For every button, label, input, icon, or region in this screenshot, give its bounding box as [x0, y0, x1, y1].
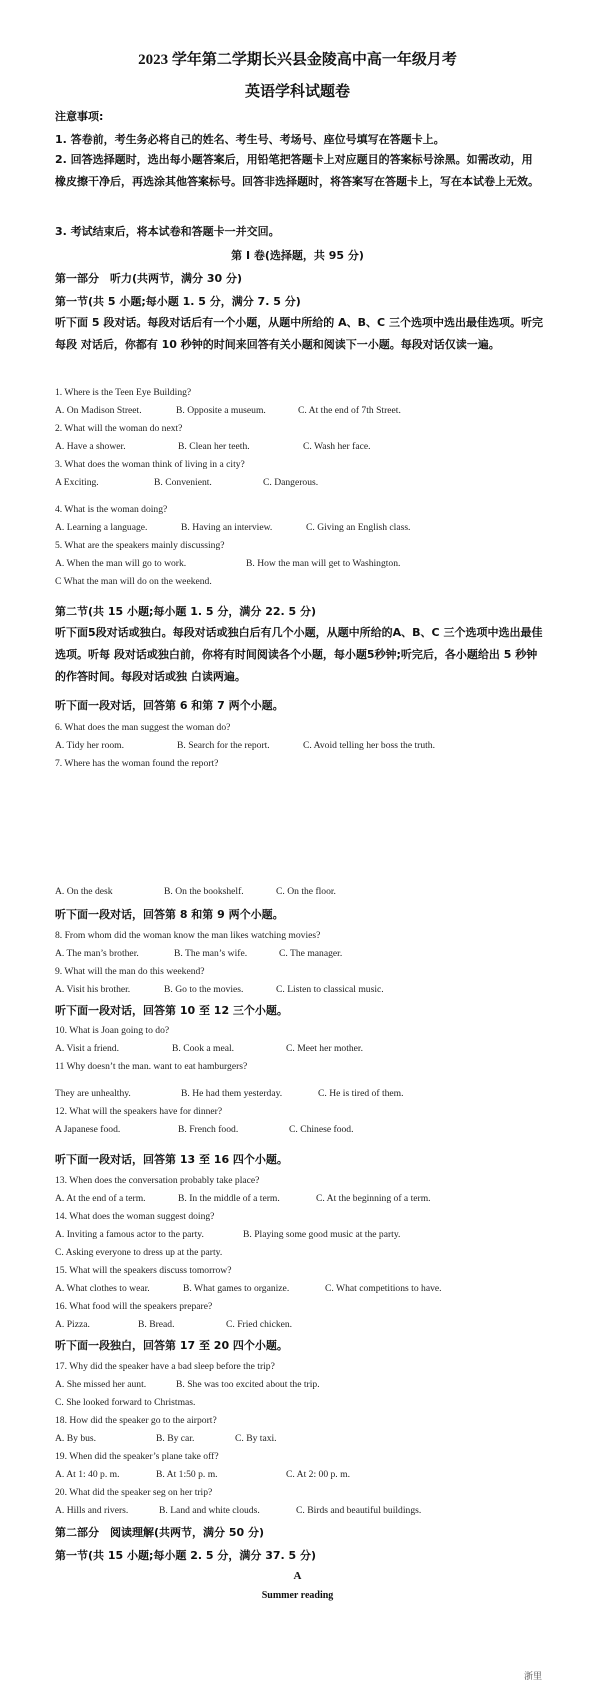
part1-section1-instructions: 听下面 5 段对话。每段对话后有一个小题，从题中所给的 A、B、C 三个选项中选出最佳选项。听完每段 对话后，你都有 10 秒钟的时间来回答有关小题和阅读下一小题。每段对话仅读一遍。	[55, 316, 543, 351]
option-3a: A Exciting.	[55, 477, 99, 488]
option-6c: C. Avoid telling her boss the truth.	[303, 740, 435, 751]
question-15: 15. What will the speakers discuss tomorrow?	[55, 1265, 232, 1276]
option-11b: B. He had them yesterday.	[181, 1088, 283, 1099]
option-10a: A. Visit a friend.	[55, 1043, 119, 1054]
group-heading-8-9: 听下面一段对话，回答第 8 和第 9 两个小题。	[55, 908, 284, 921]
option-8b: B. The man’s wife.	[174, 948, 248, 959]
group-heading-6-7: 听下面一段对话，回答第 6 和第 7 两个小题。	[55, 699, 284, 712]
option-10c: C. Meet her mother.	[286, 1043, 363, 1054]
option-20c: C. Birds and beautiful buildings.	[296, 1505, 422, 1516]
option-14c: C. Asking everyone to dress up at the party.	[55, 1247, 223, 1258]
option-15a: A. What clothes to wear.	[55, 1283, 150, 1294]
question-13: 13. When does the conversation probably take place?	[55, 1175, 260, 1186]
question-16: 16. What food will the speakers prepare?	[55, 1301, 213, 1312]
question-3: 3. What does the woman think of living in a city?	[55, 459, 245, 470]
option-17a: A. She missed her aunt.	[55, 1379, 147, 1390]
option-12c: C. Chinese food.	[289, 1124, 354, 1135]
exam-title: 2023 学年第二学期长兴县金陵高中高一年级月考	[138, 52, 457, 68]
option-1a: A. On Madison Street.	[55, 405, 142, 416]
option-16b: B. Bread.	[138, 1319, 175, 1330]
question-14: 14. What does the woman suggest doing?	[55, 1211, 215, 1222]
option-11a: They are unhealthy.	[55, 1088, 131, 1099]
question-19: 19. When did the speaker’s plane take off?	[55, 1451, 219, 1462]
option-1c: C. At the end of 7th Street.	[298, 405, 401, 416]
option-17c: C. She looked forward to Christmas.	[55, 1397, 196, 1408]
part1-section2-heading: 第二节(共 15 小题;每小题 1. 5 分，满分 22. 5 分)	[55, 605, 317, 618]
question-11: 11 Why doesn’t the man. want to eat hamburgers?	[55, 1061, 248, 1072]
question-9: 9. What will the man do this weekend?	[55, 966, 205, 977]
question-12: 12. What will the speakers have for dinner?	[55, 1106, 223, 1117]
option-7a: A. On the desk	[55, 886, 113, 897]
option-9c: C. Listen to classical music.	[276, 984, 384, 995]
group-heading-17-20: 听下面一段独白，回答第 17 至 20 四个小题。	[55, 1339, 288, 1352]
option-8a: A. The man’s brother.	[55, 948, 139, 959]
notice-item-1: 1. 答卷前，考生务必将自己的姓名、考生号、考场号、座位号填写在答题卡上。	[55, 133, 445, 146]
question-2: 2. What will the woman do next?	[55, 423, 183, 434]
question-4: 4. What is the woman doing?	[55, 504, 168, 515]
part1-heading: 第一部分 听力(共两节，满分 30 分)	[55, 272, 243, 285]
option-11c: C. He is tired of them.	[318, 1088, 404, 1099]
option-14a: A. Inviting a famous actor to the party.	[55, 1229, 204, 1240]
option-3b: B. Convenient.	[154, 477, 212, 488]
option-7c: C. On the floor.	[276, 886, 336, 897]
group-heading-10-12: 听下面一段对话，回答第 10 至 12 三个小题。	[55, 1004, 288, 1017]
option-13b: B. In the middle of a term.	[178, 1193, 280, 1204]
question-5: 5. What are the speakers mainly discussing?	[55, 540, 225, 551]
option-13a: A. At the end of a term.	[55, 1193, 146, 1204]
notice-heading: 注意事项:	[55, 110, 104, 123]
group-heading-13-16: 听下面一段对话，回答第 13 至 16 四个小题。	[55, 1153, 288, 1166]
option-20a: A. Hills and rivers.	[55, 1505, 129, 1516]
option-15b: B. What games to organize.	[183, 1283, 290, 1294]
option-5a: A. When the man will go to work.	[55, 558, 187, 569]
option-17b: B. She was too excited about the trip.	[176, 1379, 320, 1390]
option-16a: A. Pizza.	[55, 1319, 90, 1330]
option-18b: B. By car.	[156, 1433, 195, 1444]
option-13c: C. At the beginning of a term.	[316, 1193, 431, 1204]
part2-heading: 第二部分 阅读理解(共两节，满分 50 分)	[55, 1526, 265, 1539]
option-19c: C. At 2: 00 p. m.	[286, 1469, 350, 1480]
option-2a: A. Have a shower.	[55, 441, 126, 452]
passage-letter: A	[293, 1570, 302, 1582]
question-7: 7. Where has the woman found the report?	[55, 758, 219, 769]
option-8c: C. The manager.	[279, 948, 343, 959]
question-18: 18. How did the speaker go to the airport?	[55, 1415, 217, 1426]
option-12b: B. French food.	[178, 1124, 239, 1135]
option-5b: B. How the man will get to Washington.	[246, 558, 401, 569]
question-20: 20. What did the speaker seg on her trip?	[55, 1487, 213, 1498]
question-8: 8. From whom did the woman know the man likes watching movies?	[55, 930, 321, 941]
option-15c: C. What competitions to have.	[325, 1283, 442, 1294]
volume-heading: 第 I 卷(选择题，共 95 分)	[231, 249, 364, 262]
option-12a: A Japanese food.	[55, 1124, 121, 1135]
question-10: 10. What is Joan going to do?	[55, 1025, 170, 1036]
question-1: 1. Where is the Teen Eye Building?	[55, 387, 192, 398]
footer-watermark: 浙里	[524, 1672, 543, 1682]
part1-section1-heading: 第一节(共 5 小题;每小题 1. 5 分，满分 7. 5 分)	[55, 295, 301, 308]
option-4c: C. Giving an English class.	[306, 522, 411, 533]
option-18c: C. By taxi.	[235, 1433, 277, 1444]
option-6a: A. Tidy her room.	[55, 740, 125, 751]
exam-subtitle: 英语学科试题卷	[244, 84, 350, 100]
notice-item-2: 2. 回答选择题时，选出每小题答案后，用铅笔把答题卡上对应题目的答案标号涂黑。如需改动，用橡皮擦干净后，再选涂其他答案标号。回答非选择题时，将答案写在答题卡上，写在本试卷上无效。	[55, 153, 539, 188]
option-5c: C What the man will do on the weekend.	[55, 576, 212, 587]
option-20b: B. Land and white clouds.	[159, 1505, 260, 1516]
notice-item-3: 3. 考试结束后，将本试卷和答题卡一并交回。	[55, 225, 280, 238]
option-6b: B. Search for the report.	[177, 740, 270, 751]
option-10b: B. Cook a meal.	[172, 1043, 235, 1054]
question-17: 17. Why did the speaker have a bad sleep before the trip?	[55, 1361, 275, 1372]
option-7b: B. On the bookshelf.	[164, 886, 244, 897]
option-16c: C. Fried chicken.	[226, 1319, 293, 1330]
question-6: 6. What does the man suggest the woman do?	[55, 722, 231, 733]
option-2c: C. Wash her face.	[303, 441, 371, 452]
passage-title: Summer reading	[261, 1590, 334, 1601]
part2-section1-heading: 第一节(共 15 小题;每小题 2. 5 分，满分 37. 5 分)	[55, 1549, 317, 1562]
option-4a: A. Learning a language.	[55, 522, 148, 533]
option-19a: A. At 1: 40 p. m.	[55, 1469, 120, 1480]
option-19b: B. At 1:50 p. m.	[156, 1469, 218, 1480]
part1-section2-instructions: 听下面5段对话或独白。每段对话或独白后有几个小题，从题中所给的A、B、C 三个选项中选出最佳选项。听每 段对话或独白前，你将有时间阅读各个小题，每小题5秒钟;听完后，各小题给出 5 秒钟的作答时间。每段对话或独 白读两遍。	[55, 626, 543, 683]
option-1b: B. Opposite a museum.	[176, 405, 266, 416]
option-2b: B. Clean her teeth.	[178, 441, 250, 452]
option-4b: B. Having an interview.	[181, 522, 273, 533]
option-9b: B. Go to the movies.	[164, 984, 244, 995]
option-3c: C. Dangerous.	[263, 477, 319, 488]
option-18a: A. By bus.	[55, 1433, 97, 1444]
option-9a: A. Visit his brother.	[55, 984, 131, 995]
option-14b: B. Playing some good music at the party.	[243, 1229, 401, 1240]
